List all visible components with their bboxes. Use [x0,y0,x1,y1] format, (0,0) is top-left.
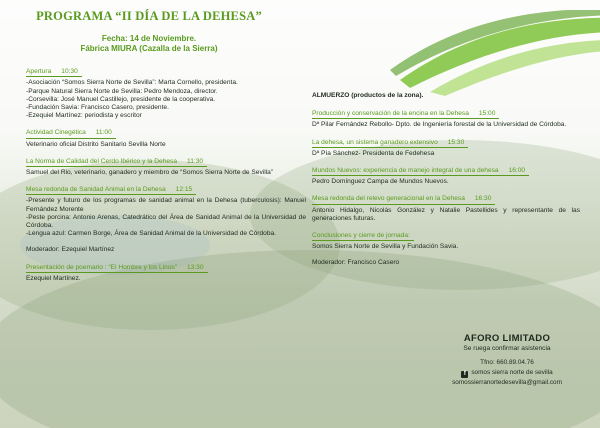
section-apertura [26,68,306,120]
event-date: Fecha: 14 de Noviembre. [101,34,197,44]
section-heading: Producción y conservación de la encina en la Dehesa 15:00 [312,110,499,119]
speaker-line: Veterinario oficial Distrito Sanitario Sevilla Norte [26,140,166,148]
program-left-column [26,9,306,283]
speaker-line: Ezequiel Martínez. [26,274,81,282]
section-heading: Apertura 10:30 [26,68,82,77]
speaker-line: Somos Sierra Norte de Sevilla y Fundación Savia. [312,243,459,251]
facebook-icon: f [461,371,468,378]
speaker-line: -Fundación Savia: Francisco Casero, presidente. [26,104,169,112]
aforo-title: AFORO LIMITADO [463,333,551,344]
moderator-line: Moderador: Francisco Casero [312,259,400,267]
speaker-line: Samuel del Rio, veterinario, ganadero y miembro de “Somos Sierra Norte de Sevilla” [26,169,274,177]
aforo-box [432,333,582,388]
contact-block [432,358,582,388]
section-heading: Actividad Cinegética 11:00 [26,129,116,138]
section-poemario [26,264,306,283]
section-heading: Mesa redonda de Sanidad Animal en la Dehesa 12:15 [26,186,196,195]
section-encina [312,110,580,129]
contact-email: somossierranortedesevilla@gmail.com [452,379,562,386]
speaker-line: Dª Pía Sánchez- Presidenta de Fedehesa [312,149,435,157]
section-cinegetica [26,129,306,148]
facebook-page: somos sierra norte de sevilla [471,369,553,376]
section-sanidad [26,186,306,254]
aforo-subtitle: Se ruega confirmar asistencia [463,345,551,352]
section-heading: La dehesa, un sistema ganadero extensivo 15:30 [312,139,468,148]
section-cierre [312,232,580,268]
speaker-line: -Presente y futuro de los programas de sanidad animal en la Dehesa (tuberculosis): Manuel Fernández Morente [26,197,306,213]
green-swoosh-decoration [390,10,600,100]
speaker-line: -Asociación “Somos Sierra Norte de Sevilla”: Marta Cornello, presidenta. [26,79,238,87]
moderator-line: Moderador: Ezequiel Martínez [26,246,115,254]
section-heading: Mesa redonda del relevo generacional en la Dehesa 16:30 [312,195,495,204]
section-heading: Conclusiones y cierre de jornada: [312,232,414,241]
section-heading: La Norma de Calidad del Cerdo Ibérico y la Dehesa 11:30 [26,158,207,167]
facebook-line [432,368,582,378]
section-mundos [312,167,580,186]
speaker-line: Antonio Hidalgo, Nicolás González y Natalie Pastellides y representante de las generaciones futuras. [312,206,580,222]
section-heading: Mundos Nuevos: experiencia de manejo integral de una dehesa 16:00 [312,167,529,176]
speaker-line: -Corsevilla: José Manuel Castillejo, presidente de la cooperativa. [26,95,216,103]
speaker-line: Dª Pilar Fernández Rebollo- Dpto. de Ingeniería forestal de la Universidad de Córdoba. [312,121,567,129]
speaker-line: -Ezequiel Martínez: periodista y escritor [26,112,142,120]
section-ganadero [312,139,580,158]
speaker-line: -Parque Natural Sierra Norte de Sevilla: Pedro Mendoza, director. [26,87,218,95]
program-right-column [312,92,580,268]
program-title: PROGRAMA “II DÍA DE LA DEHESA” [36,9,262,23]
section-calidad [26,158,306,177]
section-heading: Presentación de poemario : “El Hombre y los Linos” 13:30 [26,264,208,273]
phone-number: Tfno: 660.89.04.76 [480,359,534,366]
speaker-line: -Peste porcina: Antonio Arenas, Catedrático del Área de Sanidad Animal de la Universidad de Córdoba. [26,213,306,230]
speaker-line: -Lengua azul: Carmen Borge, Área de Sanidad Animal de la Universidad de Córdoba. [26,230,276,238]
lunch-line: ALMUERZO (productos de la zona). [312,92,424,99]
section-relevo [312,195,580,223]
event-venue: Fábrica MIURA (Cazalla de la Sierra) [80,44,218,54]
speaker-line: Pedro Domínguez Campa de Mundos Nuevos. [312,178,449,186]
